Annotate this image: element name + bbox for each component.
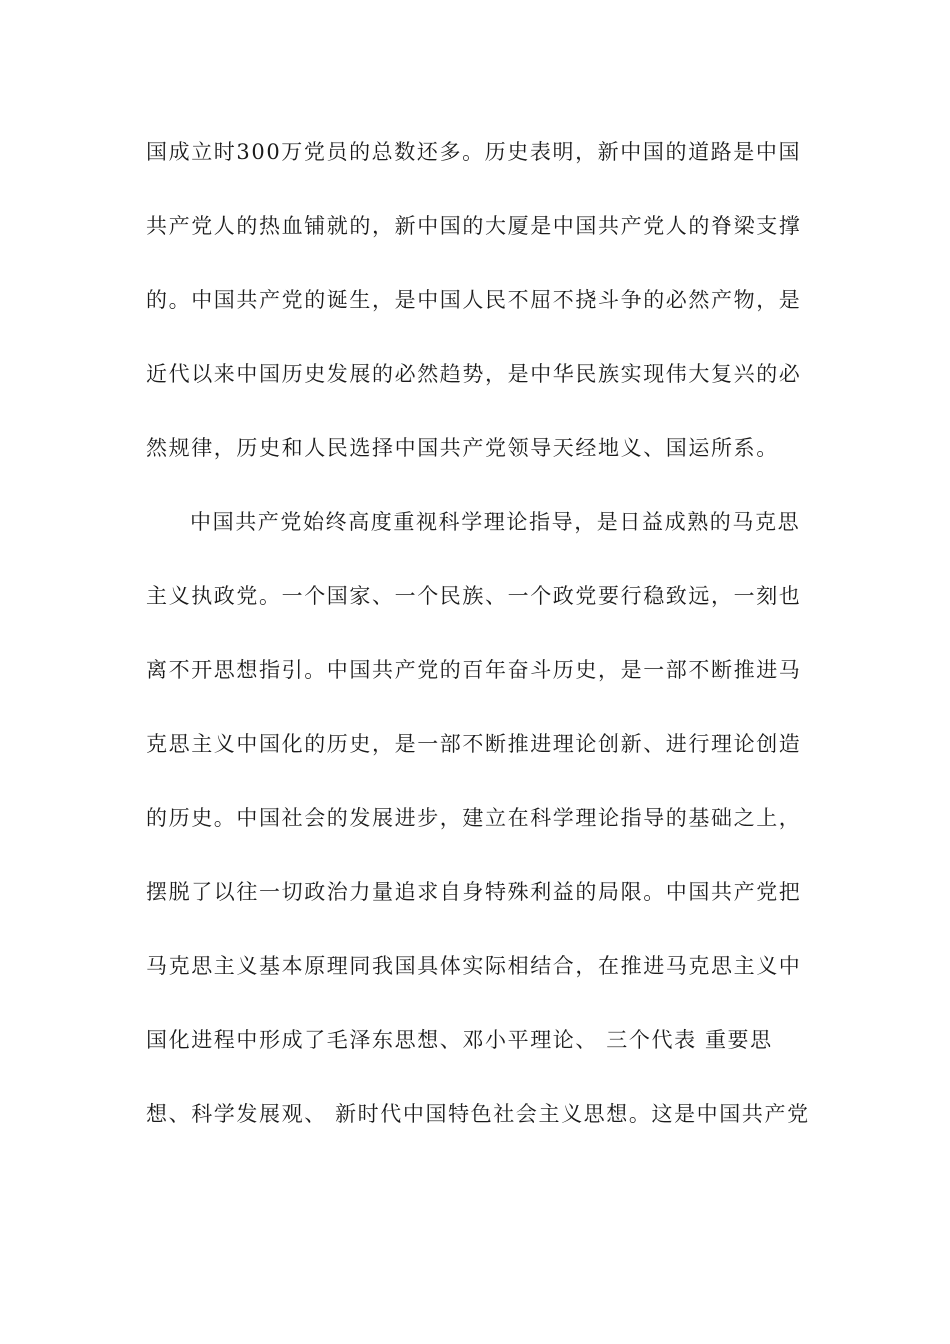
text-line: 国化进程中形成了毛泽东思想、邓小平理论、 三个代表 重要思 bbox=[146, 1028, 773, 1052]
text-line: 的。中国共产党的诞生，是中国人民不屈不挠斗争的必然产物，是 bbox=[146, 288, 802, 312]
text-line: 离不开思想指引。中国共产党的百年奋斗历史，是一部不断推进马 bbox=[146, 658, 802, 682]
text-line: 共产党人的热血铺就的，新中国的大厦是中国共产党人的脊梁支撑 bbox=[146, 214, 802, 238]
text-line: 想、科学发展观、 新时代中国特色社会主义思想。这是中国共产党 bbox=[146, 1102, 810, 1126]
body-text bbox=[146, 132, 816, 1168]
text-line: 摆脱了以往一切政治力量追求自身特殊利益的局限。中国共产党把 bbox=[146, 880, 802, 904]
text-line: 国成立时300万党员的总数还多。历史表明，新中国的道路是中国 bbox=[146, 140, 802, 164]
text-line: 然规律，历史和人民选择中国共产党领导天经地义、国运所系。 bbox=[146, 436, 779, 460]
text-line: 近代以来中国历史发展的必然趋势，是中华民族实现伟大复兴的必 bbox=[146, 362, 802, 386]
text-line: 马克思主义基本原理同我国具体实际相结合，在推进马克思主义中 bbox=[146, 954, 802, 978]
paragraph-start-line: 中国共产党始终高度重视科学理论指导，是日益成熟的马克思 bbox=[190, 510, 801, 534]
text-line: 的历史。中国社会的发展进步，建立在科学理论指导的基础之上， bbox=[146, 806, 802, 830]
text-line: 主义执政党。一个国家、一个民族、一个政党要行稳致远，一刻也 bbox=[146, 584, 802, 608]
text-line: 克思主义中国化的历史，是一部不断推进理论创新、进行理论创造 bbox=[146, 732, 802, 756]
